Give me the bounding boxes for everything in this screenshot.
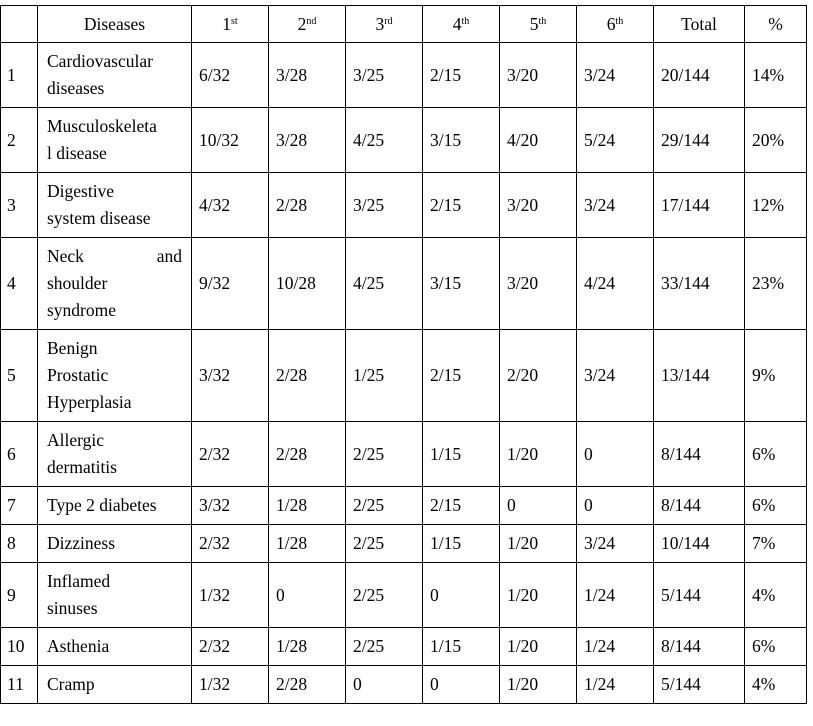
header-session-4 (423, 6, 500, 43)
total-value: 17/144 (654, 173, 745, 238)
session-number: 1 (222, 13, 232, 34)
table-row (1, 628, 807, 666)
table-row (1, 108, 807, 173)
session-1-value: 3/32 (192, 330, 269, 422)
row-number: 10 (1, 628, 38, 666)
disease-name (38, 666, 192, 704)
session-4-value: 1/15 (423, 525, 500, 563)
disease-name-line: Musculoskeleta (47, 116, 157, 136)
percent-value: 20% (745, 108, 807, 173)
total-value: 33/144 (654, 238, 745, 330)
session-4-value: 2/15 (423, 173, 500, 238)
header-session-6 (577, 6, 654, 43)
session-3-value: 0 (346, 666, 423, 704)
session-6-value: 3/24 (577, 525, 654, 563)
table-body (1, 43, 807, 704)
header-index (1, 6, 38, 43)
header-row (1, 6, 807, 43)
session-3-value: 2/25 (346, 422, 423, 487)
session-2-value: 0 (269, 563, 346, 628)
disease-name-line: Digestive (47, 181, 115, 201)
table-row (1, 43, 807, 108)
session-6-value: 1/24 (577, 666, 654, 704)
session-1-value: 9/32 (192, 238, 269, 330)
disease-name-line: Hyperplasia (47, 392, 132, 412)
session-1-value: 1/32 (192, 666, 269, 704)
session-4-value: 2/15 (423, 330, 500, 422)
percent-value: 6% (745, 422, 807, 487)
session-2-value: 1/28 (269, 487, 346, 525)
disease-name-line: Cardiovascular (47, 51, 153, 71)
disease-name-line: Asthenia (47, 636, 110, 656)
session-5-value: 3/20 (500, 173, 577, 238)
disease-name-line: dermatitis (47, 457, 117, 477)
header-session-1 (192, 6, 269, 43)
disease-name-line: Type 2 diabetes (47, 495, 157, 515)
disease-name (38, 330, 192, 422)
session-2-value: 10/28 (269, 238, 346, 330)
disease-name (38, 238, 192, 330)
row-number: 9 (1, 563, 38, 628)
session-number: 3 (375, 13, 385, 34)
session-2-value: 2/28 (269, 666, 346, 704)
session-5-value: 1/20 (500, 563, 577, 628)
row-number: 5 (1, 330, 38, 422)
disease-name-line: system disease (47, 208, 151, 228)
disease-name-word: and (156, 246, 182, 266)
disease-name-line: Prostatic (47, 365, 109, 385)
total-value: 5/144 (654, 666, 745, 704)
row-number: 2 (1, 108, 38, 173)
session-suffix: st (231, 15, 238, 27)
session-4-value: 3/15 (423, 238, 500, 330)
session-1-value: 6/32 (192, 43, 269, 108)
session-5-value: 3/20 (500, 43, 577, 108)
session-4-value: 2/15 (423, 43, 500, 108)
session-4-value: 0 (423, 666, 500, 704)
session-2-value: 2/28 (269, 173, 346, 238)
table-row (1, 563, 807, 628)
session-suffix: th (615, 15, 624, 27)
table-row (1, 173, 807, 238)
header-percent: % (745, 6, 807, 43)
total-value: 10/144 (654, 525, 745, 563)
disease-name-word: Neck (47, 246, 84, 266)
disease-frequency-table (0, 5, 807, 704)
table-row (1, 330, 807, 422)
session-3-value: 3/25 (346, 173, 423, 238)
session-5-value: 4/20 (500, 108, 577, 173)
session-6-value: 0 (577, 422, 654, 487)
disease-name-line: diseases (47, 78, 105, 98)
row-number: 6 (1, 422, 38, 487)
total-value: 29/144 (654, 108, 745, 173)
header-session-5 (500, 6, 577, 43)
session-suffix: nd (306, 15, 317, 27)
session-5-value: 1/20 (500, 666, 577, 704)
session-1-value: 3/32 (192, 487, 269, 525)
session-5-value: 1/20 (500, 525, 577, 563)
total-value: 8/144 (654, 422, 745, 487)
session-1-value: 2/32 (192, 422, 269, 487)
row-number: 7 (1, 487, 38, 525)
disease-name-line (47, 243, 182, 270)
total-value: 20/144 (654, 43, 745, 108)
session-1-value: 10/32 (192, 108, 269, 173)
disease-name (38, 173, 192, 238)
row-number: 3 (1, 173, 38, 238)
disease-name (38, 108, 192, 173)
disease-name-line: sinuses (47, 598, 98, 618)
session-4-value: 2/15 (423, 487, 500, 525)
row-number: 11 (1, 666, 38, 704)
session-6-value: 3/24 (577, 330, 654, 422)
table-row (1, 666, 807, 704)
session-suffix: th (538, 15, 547, 27)
disease-name-line: Cramp (47, 674, 95, 694)
header-session-2 (269, 6, 346, 43)
disease-name (38, 628, 192, 666)
header-total: Total (654, 6, 745, 43)
session-4-value: 1/15 (423, 422, 500, 487)
disease-name (38, 43, 192, 108)
session-2-value: 2/28 (269, 422, 346, 487)
session-1-value: 2/32 (192, 525, 269, 563)
session-3-value: 4/25 (346, 108, 423, 173)
table-row (1, 487, 807, 525)
header-session-3 (346, 6, 423, 43)
session-3-value: 2/25 (346, 628, 423, 666)
total-value: 13/144 (654, 330, 745, 422)
session-suffix: rd (384, 15, 393, 27)
total-value: 8/144 (654, 628, 745, 666)
header-diseases: Diseases (38, 6, 192, 43)
session-6-value: 0 (577, 487, 654, 525)
session-3-value: 2/25 (346, 525, 423, 563)
total-value: 5/144 (654, 563, 745, 628)
session-4-value: 3/15 (423, 108, 500, 173)
disease-name-line: syndrome (47, 300, 117, 320)
session-3-value: 3/25 (346, 43, 423, 108)
session-3-value: 2/25 (346, 563, 423, 628)
disease-name-line: Dizziness (47, 533, 116, 553)
percent-value: 6% (745, 487, 807, 525)
disease-name (38, 487, 192, 525)
percent-value: 6% (745, 628, 807, 666)
disease-name-line: shoulder (47, 273, 108, 293)
row-number: 4 (1, 238, 38, 330)
session-2-value: 3/28 (269, 43, 346, 108)
session-6-value: 3/24 (577, 43, 654, 108)
session-1-value: 2/32 (192, 628, 269, 666)
session-3-value: 4/25 (346, 238, 423, 330)
disease-name-line: l disease (47, 143, 107, 163)
session-3-value: 2/25 (346, 487, 423, 525)
session-2-value: 1/28 (269, 628, 346, 666)
disease-name (38, 525, 192, 563)
session-6-value: 3/24 (577, 173, 654, 238)
session-number: 2 (297, 13, 307, 34)
session-2-value: 2/28 (269, 330, 346, 422)
row-number: 1 (1, 43, 38, 108)
disease-name (38, 422, 192, 487)
session-3-value: 1/25 (346, 330, 423, 422)
session-5-value: 2/20 (500, 330, 577, 422)
session-number: 5 (529, 13, 539, 34)
total-value: 8/144 (654, 487, 745, 525)
disease-name-line: Inflamed (47, 571, 111, 591)
disease-name (38, 563, 192, 628)
percent-value: 12% (745, 173, 807, 238)
percent-value: 9% (745, 330, 807, 422)
session-5-value: 1/20 (500, 422, 577, 487)
percent-value: 4% (745, 563, 807, 628)
table-row (1, 422, 807, 487)
disease-name-line: Benign (47, 338, 98, 358)
session-2-value: 1/28 (269, 525, 346, 563)
disease-name-line: Allergic (47, 430, 105, 450)
session-6-value: 5/24 (577, 108, 654, 173)
session-1-value: 4/32 (192, 173, 269, 238)
percent-value: 23% (745, 238, 807, 330)
session-2-value: 3/28 (269, 108, 346, 173)
session-suffix: th (461, 15, 470, 27)
percent-value: 14% (745, 43, 807, 108)
session-6-value: 4/24 (577, 238, 654, 330)
table-row (1, 238, 807, 330)
row-number: 8 (1, 525, 38, 563)
session-5-value: 3/20 (500, 238, 577, 330)
session-5-value: 1/20 (500, 628, 577, 666)
session-6-value: 1/24 (577, 628, 654, 666)
session-6-value: 1/24 (577, 563, 654, 628)
session-4-value: 0 (423, 563, 500, 628)
session-5-value: 0 (500, 487, 577, 525)
session-1-value: 1/32 (192, 563, 269, 628)
table-row (1, 525, 807, 563)
percent-value: 4% (745, 666, 807, 704)
percent-value: 7% (745, 525, 807, 563)
session-4-value: 1/15 (423, 628, 500, 666)
session-number: 6 (606, 13, 616, 34)
session-number: 4 (452, 13, 462, 34)
